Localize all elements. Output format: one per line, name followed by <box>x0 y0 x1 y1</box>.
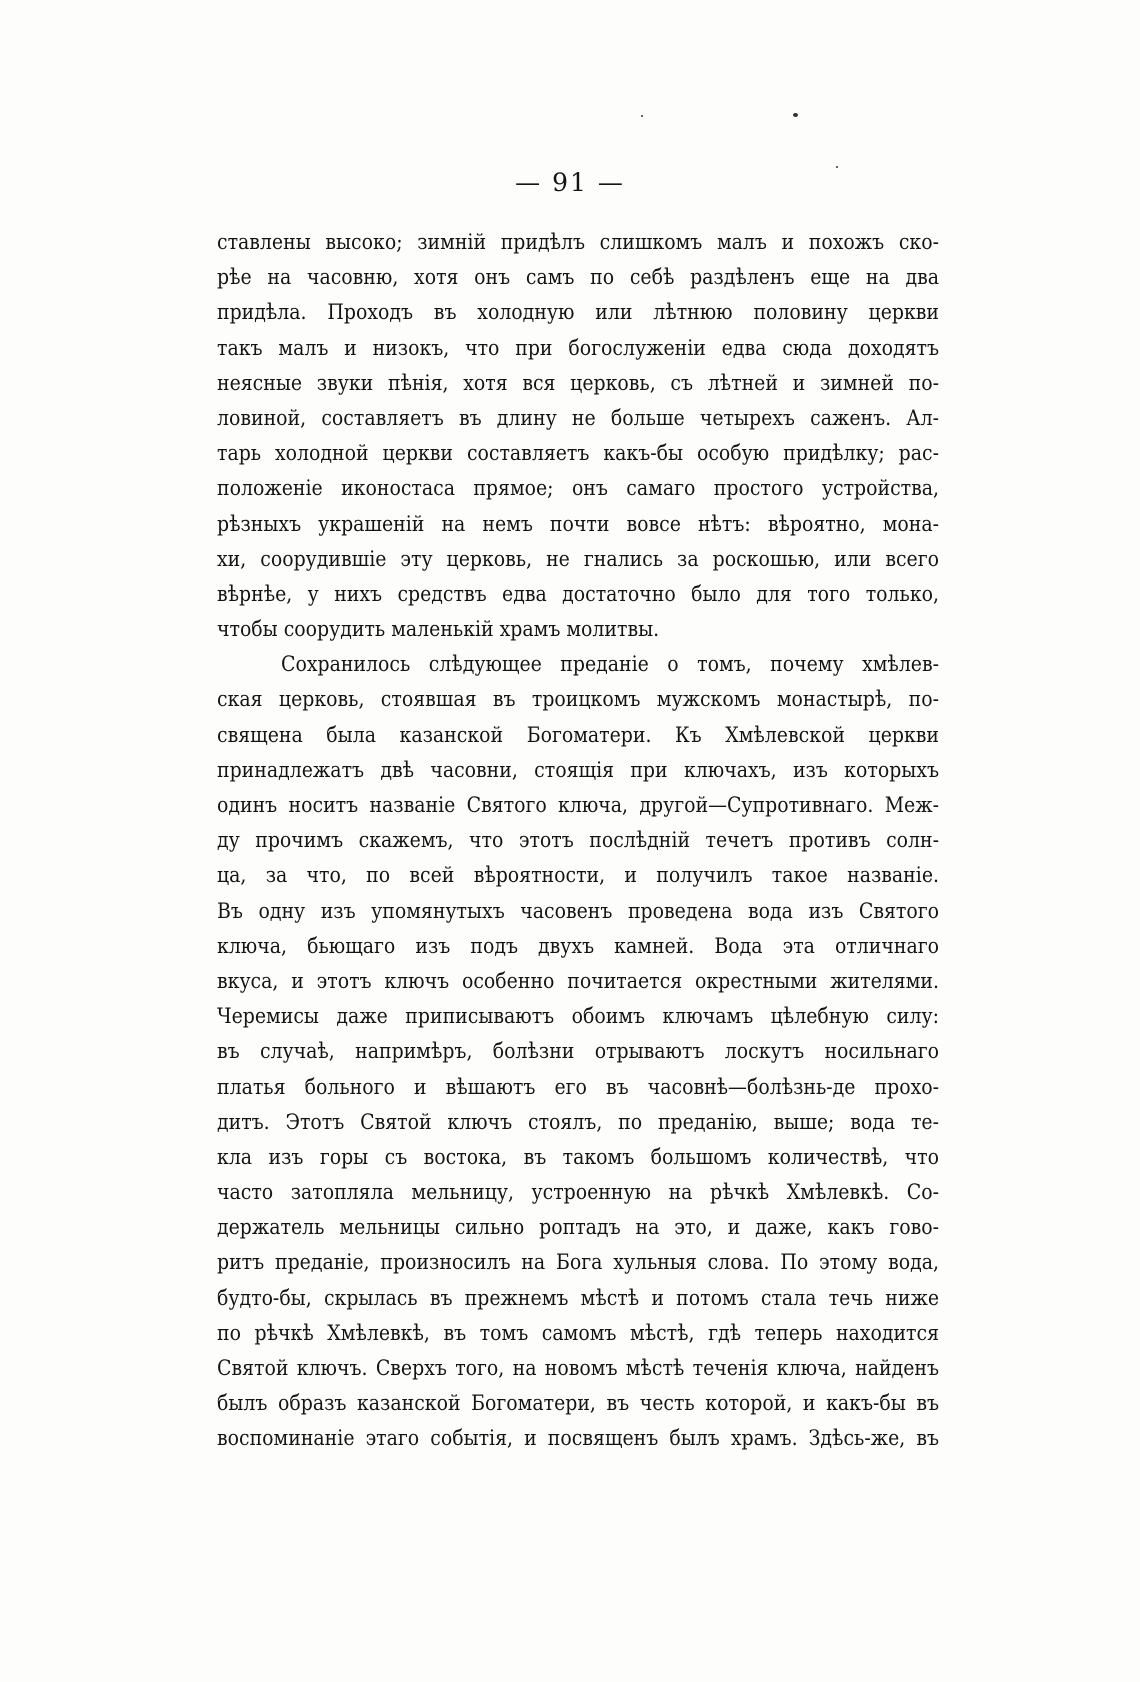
text-line: чтобы соорудить маленькій храмъ молитвы. <box>217 617 660 642</box>
text-line: ду прочимъ скажемъ, что этотъ послѣдній течетъ противъ солн- <box>217 828 939 853</box>
text-line: ца, за что, по всей вѣроятности, и получилъ такое названіе. <box>217 863 939 888</box>
text-line: хи, соорудившіе эту церковь, не гнались за роскошью, или всего <box>217 546 939 571</box>
text-line: Въ одну изъ упомянутыхъ часовенъ проведена вода изъ Святого <box>217 898 939 923</box>
text-line: вкуса, и этотъ ключъ особенно почитается окрестными жителями. <box>217 968 939 993</box>
text-line: платья больного и вѣшаютъ его въ часовнѣ—болѣзнь-де прохо- <box>217 1074 939 1099</box>
text-line: одинъ носитъ названіе Святого ключа, другой—Супротивнаго. Меж- <box>217 793 939 817</box>
text-line: рѣзныхъ украшеній на немъ почти вовсе нѣтъ: вѣроятно, мона- <box>217 511 939 536</box>
text-line: ставлены высоко; зимній придѣлъ слишкомъ малъ и похожъ ско- <box>217 230 939 254</box>
text-line: вѣрнѣе, у нихъ средствъ едва достаточно было для того только, <box>217 581 939 606</box>
text-line: Сохранилось слѣдующее преданіе о томъ, почему хмѣлев- <box>281 652 939 677</box>
print-speck <box>641 115 643 117</box>
text-line: ритъ преданіе, произносилъ на Бога хульныя слова. По этому вода, <box>217 1250 939 1275</box>
text-line: священа была казанской Богоматери. Къ Хмѣлевской церкви <box>217 722 939 747</box>
text-line: по рѣчкѣ Хмѣлевкѣ, въ томъ самомъ мѣстѣ, гдѣ теперь находится <box>217 1320 939 1345</box>
text-line: ключа, бьющаго изъ подъ двухъ камней. Вода эта отличнаго <box>217 933 939 958</box>
text-line: кла изъ горы съ востока, въ такомъ большомъ количествѣ, что <box>217 1144 939 1169</box>
text-line: положеніе иконостаса прямое; онъ самаго простого устройства, <box>217 476 939 501</box>
text-line: будто-бы, скрылась въ прежнемъ мѣстѣ и потомъ стала течь ниже <box>217 1285 939 1310</box>
text-line: придѣла. Проходъ въ холодную или лѣтнюю половину церкви <box>217 300 939 325</box>
text-line: принадлежатъ двѣ часовни, стоящія при ключахъ, изъ которыхъ <box>217 757 939 782</box>
text-line: ловиной, составляетъ въ длину не больше четырехъ саженъ. Ал- <box>217 405 939 430</box>
text-line: тарь холодной церкви составляетъ какъ-бы особую придѣлку; рас- <box>217 441 939 466</box>
text-line: такъ малъ и низокъ, что при богослуженіи едва сюда доходятъ <box>217 335 939 360</box>
print-speck <box>793 113 798 117</box>
body-text <box>217 225 939 1457</box>
text-line: рѣе на часовню, хотя онъ самъ по себѣ раздѣленъ еще на два <box>217 265 939 290</box>
text-line: въ случаѣ, напримѣръ, болѣзни отрываютъ лоскутъ носильнаго <box>217 1039 939 1064</box>
text-line: воспоминаніе этаго событія, и посвященъ былъ храмъ. Здѣсь-же, въ <box>217 1426 939 1451</box>
text-line: дитъ. Этотъ Святой ключъ стоялъ, по преданію, выше; вода те- <box>217 1109 939 1134</box>
text-line: Святой ключъ. Сверхъ того, на новомъ мѣстѣ теченія ключа, найденъ <box>217 1356 939 1380</box>
text-line: часто затопляла мельницу, устроенную на рѣчкѣ Хмѣлевкѣ. Со- <box>217 1180 939 1205</box>
text-line: Черемисы даже приписываютъ обоимъ ключамъ цѣлебную силу: <box>217 1004 939 1029</box>
text-line: ская церковь, стоявшая въ троицкомъ мужскомъ монастырѣ, по- <box>217 687 939 712</box>
text-line: держатель мельницы сильно роптадъ на это, и даже, какъ гово- <box>217 1215 939 1240</box>
text-line: былъ образъ казанской Богоматери, въ честь которой, и какъ-бы въ <box>217 1391 939 1416</box>
page-number: — 91 — <box>515 168 625 197</box>
text-line: неясные звуки пѣнія, хотя вся церковь, съ лѣтней и зимней по- <box>217 370 939 395</box>
